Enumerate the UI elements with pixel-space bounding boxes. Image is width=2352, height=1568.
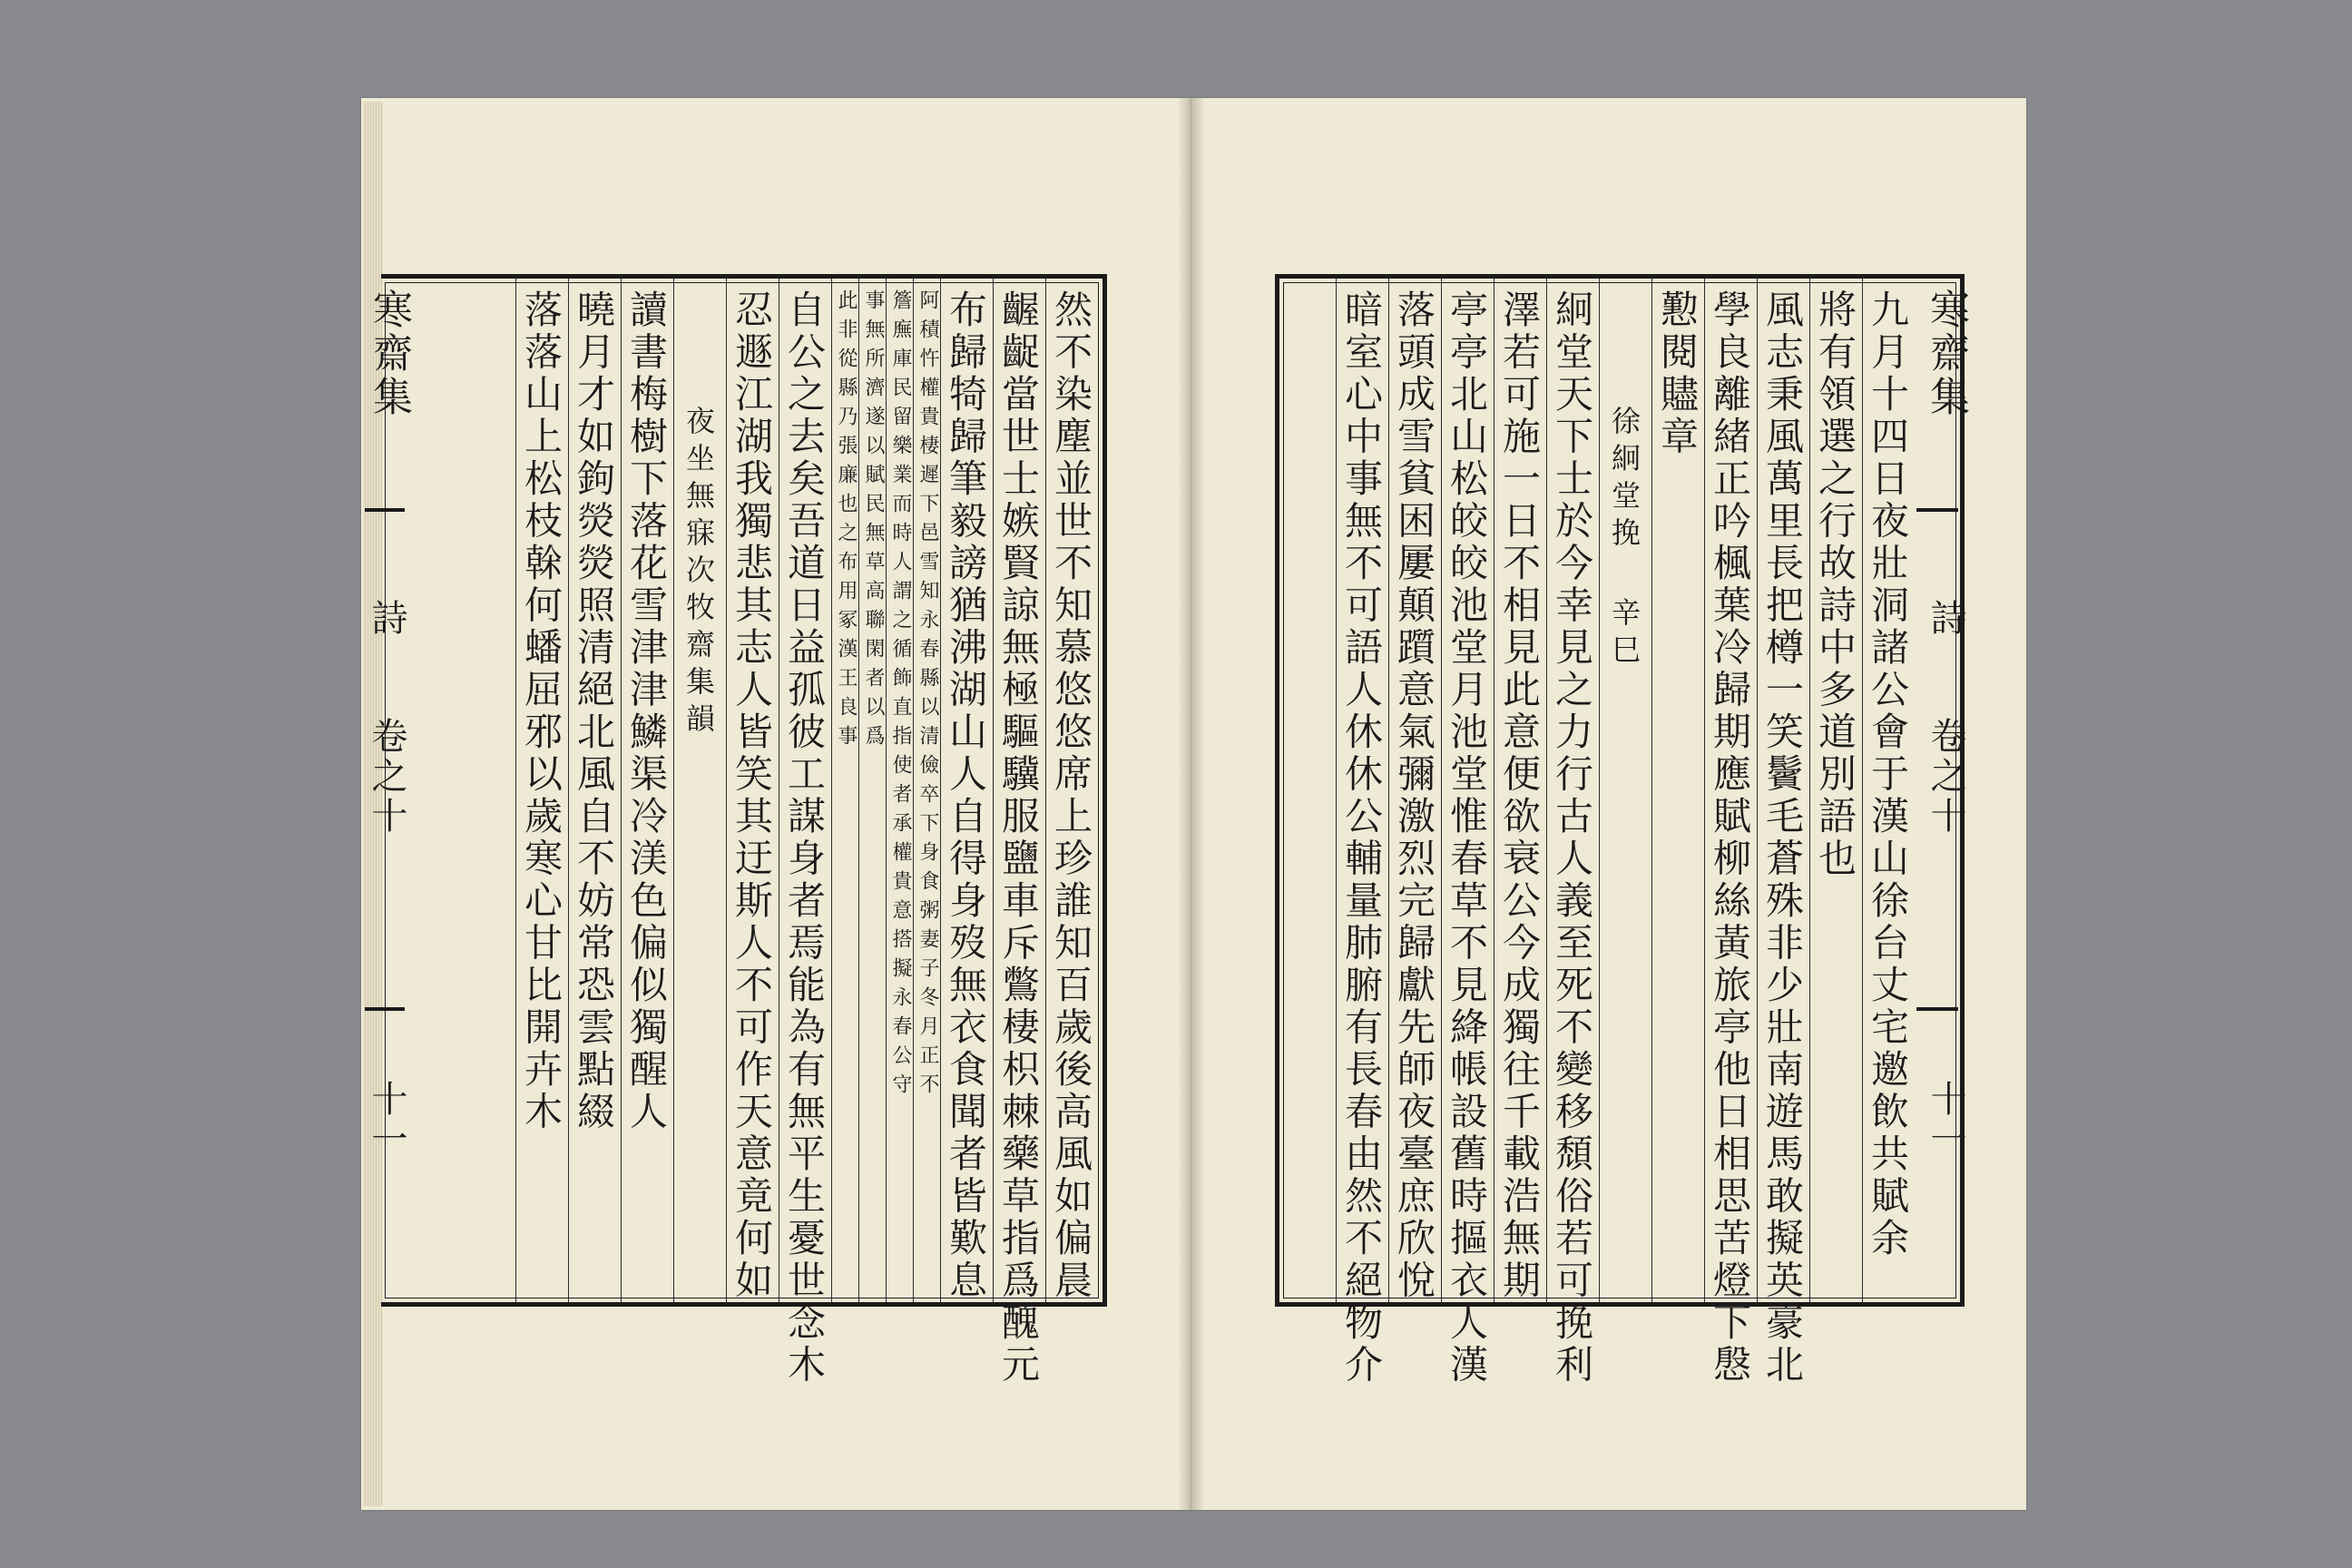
text-column: 讀書梅樹下落花雪津津鱗渠冷渼色偏似獨醒人 [624, 289, 669, 1133]
column-rule [1704, 279, 1705, 1302]
text-column: 簷廡庫民留樂業而時人謂之循飾直指使者承權貴意搭擬永春公守 [889, 289, 912, 1102]
column-rule [1336, 279, 1337, 1302]
text-column: 風志秉風萬里長把樽一笑鬢毛蒼殊非少壯南遊馬敢擬英豪北 [1760, 289, 1805, 1387]
text-column: 自公之去矣吾道日益孤彼工謀身者焉能為有無平生憂世念木 [782, 289, 827, 1387]
right-margin-rule-bottom [1916, 1007, 1958, 1011]
column-rule [1651, 279, 1652, 1302]
column-rule [621, 279, 622, 1302]
column-rule [1441, 279, 1442, 1302]
text-column: 阿積忤權貴棲遲下邑雪知永春縣以清儉卒下身食粥妻子冬月正不 [916, 289, 939, 1102]
text-column: 九月十四日夜壯洞諸公會于漢山徐台丈宅邀飲共賦余 [1866, 289, 1910, 1260]
column-rule [1809, 279, 1810, 1302]
left-margin-section: 詩 [366, 599, 407, 639]
column-rule [1546, 279, 1547, 1302]
right-margin-section: 詩 [1925, 599, 1966, 639]
text-column: 亭亭北山松皎皎池堂月池堂惟春草不見絳帳設舊時摳衣人漢 [1445, 289, 1489, 1387]
right-margin-title: 寒齋集 [1923, 289, 1969, 419]
text-column: 落落山上松枝榦何蟠屈邪以歲寒心甘比開卉木 [519, 289, 564, 1133]
column-rule [1045, 279, 1046, 1302]
left-margin-rule-top [365, 508, 405, 512]
column-rule [886, 279, 887, 1302]
text-column: 絅堂天下士於今幸見之力行古人義至死不變移頹俗若可挽利 [1550, 289, 1594, 1387]
right-margin-page: 十一 [1925, 1080, 1966, 1160]
text-column: 此非從縣乃張廉也之布用冢漢王良事 [835, 289, 858, 754]
text-column: 忍遯江湖我獨悲其志人皆笑其迂斯人不可作天意竟何如 [730, 289, 774, 1302]
column-rule [1757, 279, 1758, 1302]
column-rule [993, 279, 994, 1302]
column-rule [568, 279, 569, 1302]
left-margin-volume: 卷之十 [366, 717, 407, 837]
text-column: 將有領選之行故詩中多道別語也 [1813, 289, 1857, 880]
text-column: 事無所濟遂以賦民無草高聯閑者以爲 [862, 289, 885, 754]
column-rule [515, 279, 516, 1302]
right-margin-rule-top [1916, 508, 1958, 512]
right-text-frame [1275, 274, 1965, 1387]
text-column: 徐絅堂挽 辛巳 [1607, 406, 1642, 671]
column-rule [1599, 279, 1600, 1302]
column-rule [913, 279, 914, 1302]
column-rule [940, 279, 941, 1302]
column-rule [1388, 279, 1389, 1302]
book-gutter [1178, 98, 1205, 1510]
column-rule [1862, 279, 1863, 1302]
text-column: 曉月才如鉤熒熒照清絕北風自不妨常恐雲點綴 [572, 289, 616, 1133]
column-rule [831, 279, 832, 1302]
column-rule [858, 279, 859, 1302]
text-column: 布歸犄歸筆毅謗猶沸湖山人自得身歿無衣食聞者皆歎息 [944, 289, 988, 1302]
text-column: 暗室心中事無不可語人休休公輔量肺腑有長春由然不絕物介 [1339, 289, 1384, 1387]
text-column: 懃閱贐章 [1655, 289, 1700, 458]
column-rule [673, 279, 674, 1302]
text-column: 夜坐無寐次牧齋集韻 [681, 406, 716, 740]
left-margin-rule-bottom [365, 1007, 405, 1011]
right-margin-volume: 卷之十 [1925, 717, 1966, 837]
left-text-frame [381, 274, 1107, 1387]
text-column: 齷齪當世士嫉賢諒無極驅驥服鹽車斥鷩棲枳棘藥草指爲醜元 [996, 289, 1041, 1387]
text-column: 落頭成雪貧困屢顛躓意氣彌激烈完歸獻先師夜臺庶欣悅 [1392, 289, 1436, 1302]
text-column: 然不染塵並世不知慕悠悠席上珍誰知百歲後高風如偏晨 [1049, 289, 1093, 1302]
text-column: 澤若可施一日不相見此意便欲衰公今成獨往千載浩無期 [1497, 289, 1542, 1302]
left-margin-page: 十一 [366, 1080, 407, 1160]
text-column: 學良離緒正吟楓葉冷歸期應賦柳絲黃旅亭他日相思苦燈下慇 [1708, 289, 1752, 1387]
column-rule [726, 279, 727, 1302]
left-margin-title: 寒齋集 [366, 289, 412, 419]
